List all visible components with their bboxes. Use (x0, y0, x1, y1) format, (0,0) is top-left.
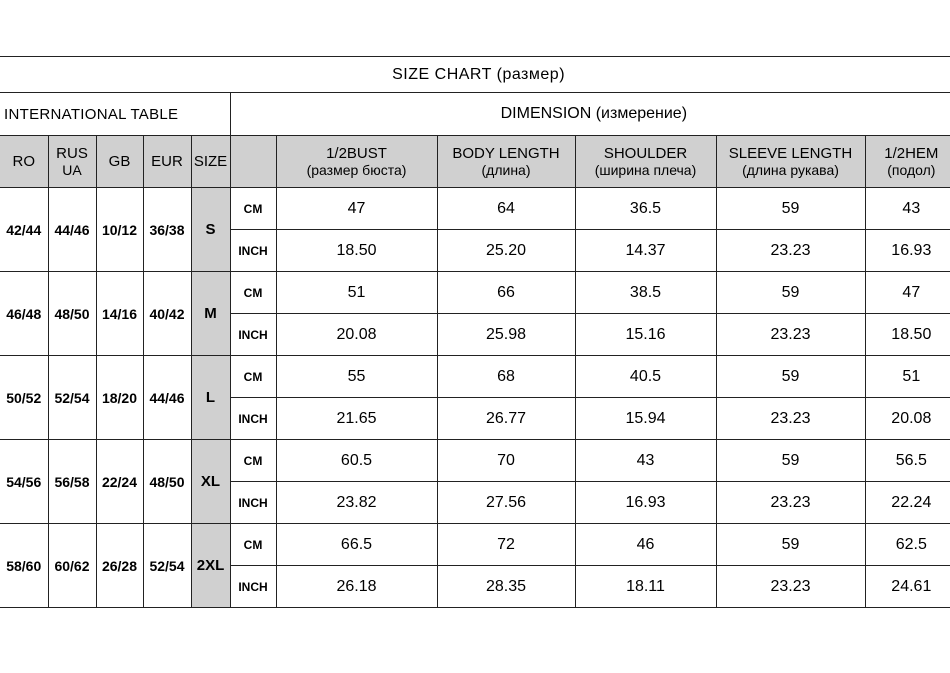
hem-cm-cell: 56.5 (865, 440, 950, 482)
size-chart-table (0, 56, 950, 608)
col-header-body-length: BODY LENGTH (длина) (437, 136, 575, 188)
col-header-hem: 1/2HEM (подол) (865, 136, 950, 188)
ro-size-cell: 50/52 (0, 356, 48, 440)
sleeve-length-inch-cell: 23.23 (716, 314, 865, 356)
bust-cm-cell: 60.5 (276, 440, 437, 482)
col-header-bust: 1/2BUST (размер бюста) (276, 136, 437, 188)
size-row-cm (0, 440, 950, 482)
col-header-size: SIZE (191, 136, 230, 188)
unit-cm-cell: CM (230, 272, 276, 314)
shoulder-inch-cell: 18.11 (575, 566, 716, 608)
unit-cm-cell: CM (230, 440, 276, 482)
unit-inch-cell: INCH (230, 314, 276, 356)
size-label-cell: L (191, 356, 230, 440)
body-length-cm-cell: 72 (437, 524, 575, 566)
shoulder-cm-cell: 46 (575, 524, 716, 566)
unit-inch-cell: INCH (230, 482, 276, 524)
unit-cm-cell: CM (230, 524, 276, 566)
body-length-cm-cell: 64 (437, 188, 575, 230)
body-length-inch-cell: 27.56 (437, 482, 575, 524)
sleeve-length-cm-cell: 59 (716, 188, 865, 230)
gb-size-cell: 10/12 (96, 188, 143, 272)
body-length-inch-cell: 26.77 (437, 398, 575, 440)
shoulder-cm-cell: 36.5 (575, 188, 716, 230)
col-header-ro: RO (0, 136, 48, 188)
sleeve-length-cm-cell: 59 (716, 440, 865, 482)
size-row-cm (0, 272, 950, 314)
rus-ua-size-cell: 44/46 (48, 188, 96, 272)
size-row-cm (0, 356, 950, 398)
bust-inch-cell: 18.50 (276, 230, 437, 272)
body-length-inch-cell: 28.35 (437, 566, 575, 608)
body-length-cm-cell: 70 (437, 440, 575, 482)
unit-inch-cell: INCH (230, 230, 276, 272)
eur-size-cell: 44/46 (143, 356, 191, 440)
unit-cm-cell: CM (230, 188, 276, 230)
col-header-shoulder: SHOULDER (ширина плеча) (575, 136, 716, 188)
eur-size-cell: 48/50 (143, 440, 191, 524)
gb-size-cell: 18/20 (96, 356, 143, 440)
size-label-cell: M (191, 272, 230, 356)
hem-inch-cell: 16.93 (865, 230, 950, 272)
sleeve-length-cm-cell: 59 (716, 524, 865, 566)
eur-size-cell: 52/54 (143, 524, 191, 608)
ro-size-cell: 42/44 (0, 188, 48, 272)
col-header-rus-ua: RUS UA (48, 136, 96, 188)
body-length-inch-cell: 25.98 (437, 314, 575, 356)
sleeve-length-cm-cell: 59 (716, 272, 865, 314)
bust-inch-cell: 21.65 (276, 398, 437, 440)
hem-cm-cell: 62.5 (865, 524, 950, 566)
bust-cm-cell: 55 (276, 356, 437, 398)
size-label-cell: 2XL (191, 524, 230, 608)
ro-size-cell: 54/56 (0, 440, 48, 524)
rus-ua-size-cell: 60/62 (48, 524, 96, 608)
chart-title: SIZE CHART (размер) (0, 57, 950, 93)
col-header-unit (230, 136, 276, 188)
size-row-cm (0, 524, 950, 566)
bust-cm-cell: 47 (276, 188, 437, 230)
bust-inch-cell: 26.18 (276, 566, 437, 608)
ro-size-cell: 58/60 (0, 524, 48, 608)
bust-inch-cell: 23.82 (276, 482, 437, 524)
bust-cm-cell: 66.5 (276, 524, 437, 566)
group-header-row (0, 93, 950, 136)
international-table-header: INTERNATIONAL TABLE (0, 93, 230, 136)
shoulder-inch-cell: 15.94 (575, 398, 716, 440)
title-row (0, 57, 950, 93)
shoulder-inch-cell: 14.37 (575, 230, 716, 272)
gb-size-cell: 22/24 (96, 440, 143, 524)
hem-inch-cell: 18.50 (865, 314, 950, 356)
sleeve-length-inch-cell: 23.23 (716, 566, 865, 608)
sleeve-length-inch-cell: 23.23 (716, 230, 865, 272)
shoulder-inch-cell: 15.16 (575, 314, 716, 356)
eur-size-cell: 40/42 (143, 272, 191, 356)
size-row-cm (0, 188, 950, 230)
hem-inch-cell: 20.08 (865, 398, 950, 440)
rus-ua-size-cell: 52/54 (48, 356, 96, 440)
shoulder-cm-cell: 40.5 (575, 356, 716, 398)
bust-inch-cell: 20.08 (276, 314, 437, 356)
size-label-cell: XL (191, 440, 230, 524)
column-header-row (0, 136, 950, 188)
eur-size-cell: 36/38 (143, 188, 191, 272)
body-length-inch-cell: 25.20 (437, 230, 575, 272)
ro-size-cell: 46/48 (0, 272, 48, 356)
shoulder-cm-cell: 43 (575, 440, 716, 482)
hem-cm-cell: 47 (865, 272, 950, 314)
bust-cm-cell: 51 (276, 272, 437, 314)
body-length-cm-cell: 66 (437, 272, 575, 314)
hem-inch-cell: 22.24 (865, 482, 950, 524)
col-header-gb: GB (96, 136, 143, 188)
unit-cm-cell: CM (230, 356, 276, 398)
gb-size-cell: 26/28 (96, 524, 143, 608)
dimension-header: DIMENSION (измерение) (230, 93, 950, 136)
rus-ua-size-cell: 56/58 (48, 440, 96, 524)
rus-ua-size-cell: 48/50 (48, 272, 96, 356)
body-length-cm-cell: 68 (437, 356, 575, 398)
size-label-cell: S (191, 188, 230, 272)
col-header-sleeve-length: SLEEVE LENGTH (длина рукава) (716, 136, 865, 188)
hem-cm-cell: 43 (865, 188, 950, 230)
shoulder-cm-cell: 38.5 (575, 272, 716, 314)
unit-inch-cell: INCH (230, 566, 276, 608)
unit-inch-cell: INCH (230, 398, 276, 440)
shoulder-inch-cell: 16.93 (575, 482, 716, 524)
col-header-eur: EUR (143, 136, 191, 188)
gb-size-cell: 14/16 (96, 272, 143, 356)
hem-cm-cell: 51 (865, 356, 950, 398)
hem-inch-cell: 24.61 (865, 566, 950, 608)
sleeve-length-cm-cell: 59 (716, 356, 865, 398)
sleeve-length-inch-cell: 23.23 (716, 398, 865, 440)
sleeve-length-inch-cell: 23.23 (716, 482, 865, 524)
